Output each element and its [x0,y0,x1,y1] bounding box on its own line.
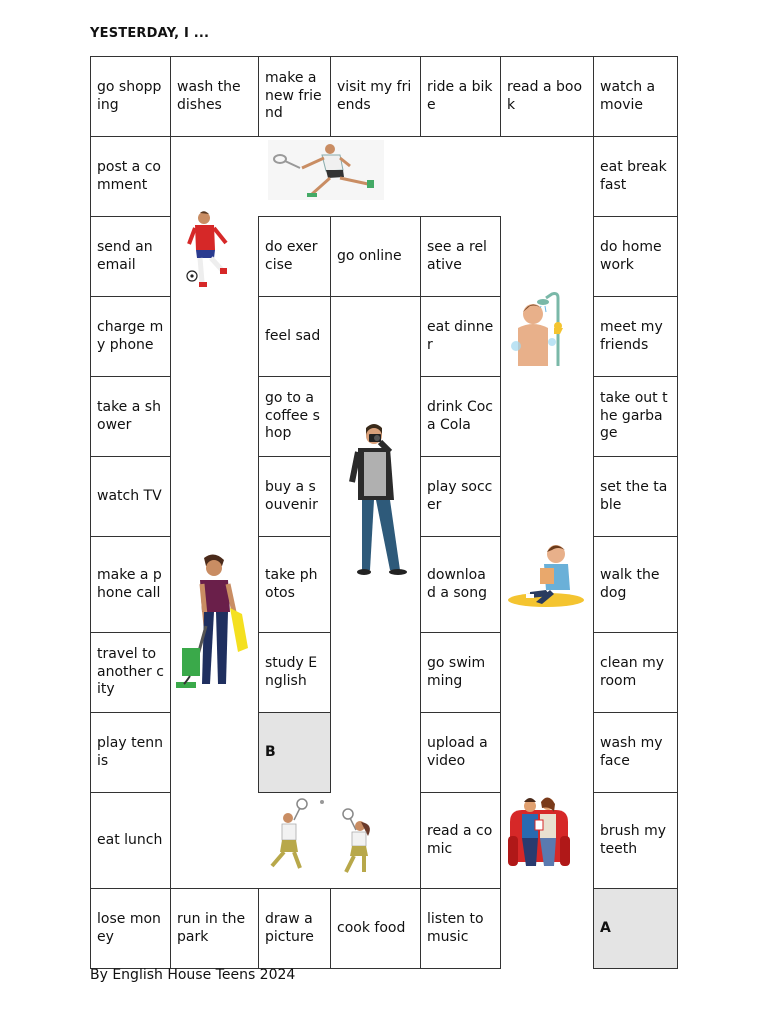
board-square [170,56,259,137]
square-label: go online [337,247,402,264]
board-square [593,792,678,889]
square-label: download a song [427,567,487,601]
board-square [258,888,331,969]
square-label: go swimming [427,655,486,689]
board-square [90,792,171,889]
square-label: do homework [600,239,662,273]
square-label: take photos [265,567,318,601]
square-label: run in the park [177,911,246,945]
board-square [330,888,421,969]
board-square [90,216,171,297]
board-square [330,216,421,297]
board-square [593,216,678,297]
board-square [90,536,171,633]
board-square [90,456,171,537]
board-square [420,712,501,793]
square-label: make a new friend [265,70,322,122]
board-square [330,56,421,137]
board-square [420,888,501,969]
board-square [90,296,171,377]
boy-reading-icon [506,540,588,614]
board-square [258,536,331,633]
square-label: wash my face [600,735,663,769]
board-square [420,216,501,297]
board-square [258,56,331,137]
board-square [420,56,501,137]
square-label: eat breakfast [600,159,667,193]
square-label: A [600,919,611,936]
square-label: charge my phone [97,319,164,353]
board-square [258,632,331,713]
board-square [420,376,501,457]
board-square [500,56,594,137]
square-label: ride a bike [427,79,493,113]
shower-boy-icon [508,290,570,368]
square-label: drink Coca Cola [427,399,494,433]
board-square [593,376,678,457]
square-label: buy a souvenir [265,479,318,513]
tennis-player-icon [268,140,384,200]
square-label: visit my friends [337,79,412,113]
vacuum-cleaner-man-icon [176,552,250,696]
square-label: send an email [97,239,153,273]
square-label: go shopping [97,79,162,113]
square-label: lose money [97,911,161,945]
square-label: read a book [507,79,583,113]
board-square [90,136,171,217]
board-square [90,712,171,793]
square-label: eat dinner [427,319,494,353]
square-label: upload a video [427,735,488,769]
square-label: take out the garbage [600,390,668,442]
board-square [258,216,331,297]
square-label: watch a movie [600,79,656,113]
board-square [90,632,171,713]
board-square [593,712,678,793]
square-label: draw a picture [265,911,314,945]
board-square [420,792,501,889]
square-label: make a phone call [97,567,162,601]
square-label: go to a coffee shop [265,390,320,442]
square-label: listen to music [427,911,484,945]
board-square [90,56,171,137]
page-title: YESTERDAY, I ... [90,26,210,41]
square-label: play soccer [427,479,493,513]
b-square [258,712,331,793]
soccer-player-icon [184,210,234,292]
footer-credit: By English House Teens 2024 [90,967,296,983]
square-label: cook food [337,919,406,936]
board-square [420,632,501,713]
board-square [593,296,678,377]
board-square [258,296,331,377]
square-label: take a shower [97,399,161,433]
square-label: see a relative [427,239,487,273]
photographer-icon [344,420,412,580]
square-label: set the table [600,479,668,513]
square-label: post a comment [97,159,161,193]
board-square [90,376,171,457]
board-square [420,456,501,537]
board-square [593,632,678,713]
couple-on-couch-icon [506,792,572,872]
square-label: feel sad [265,327,321,344]
board-square [420,536,501,633]
square-label: meet my friends [600,319,663,353]
board-square [593,136,678,217]
square-label: brush my teeth [600,823,667,857]
board-square [258,456,331,537]
square-label: do exercise [265,239,318,273]
square-label: play tennis [97,735,163,769]
badminton-players-icon [264,796,380,876]
square-label: walk the dog [600,567,660,601]
square-label: travel to another city [97,646,164,698]
a-square [593,888,678,969]
board-square [90,888,171,969]
square-label: study English [265,655,318,689]
board-square [258,376,331,457]
board-square [593,456,678,537]
square-label: eat lunch [97,831,163,848]
square-label: clean my room [600,655,665,689]
square-label: read a comic [427,823,493,857]
square-label: watch TV [97,487,162,504]
board-square [420,296,501,377]
square-label: wash the dishes [177,79,241,113]
square-label: B [265,743,276,760]
board-square [593,56,678,137]
board-square [170,888,259,969]
board-square [593,536,678,633]
